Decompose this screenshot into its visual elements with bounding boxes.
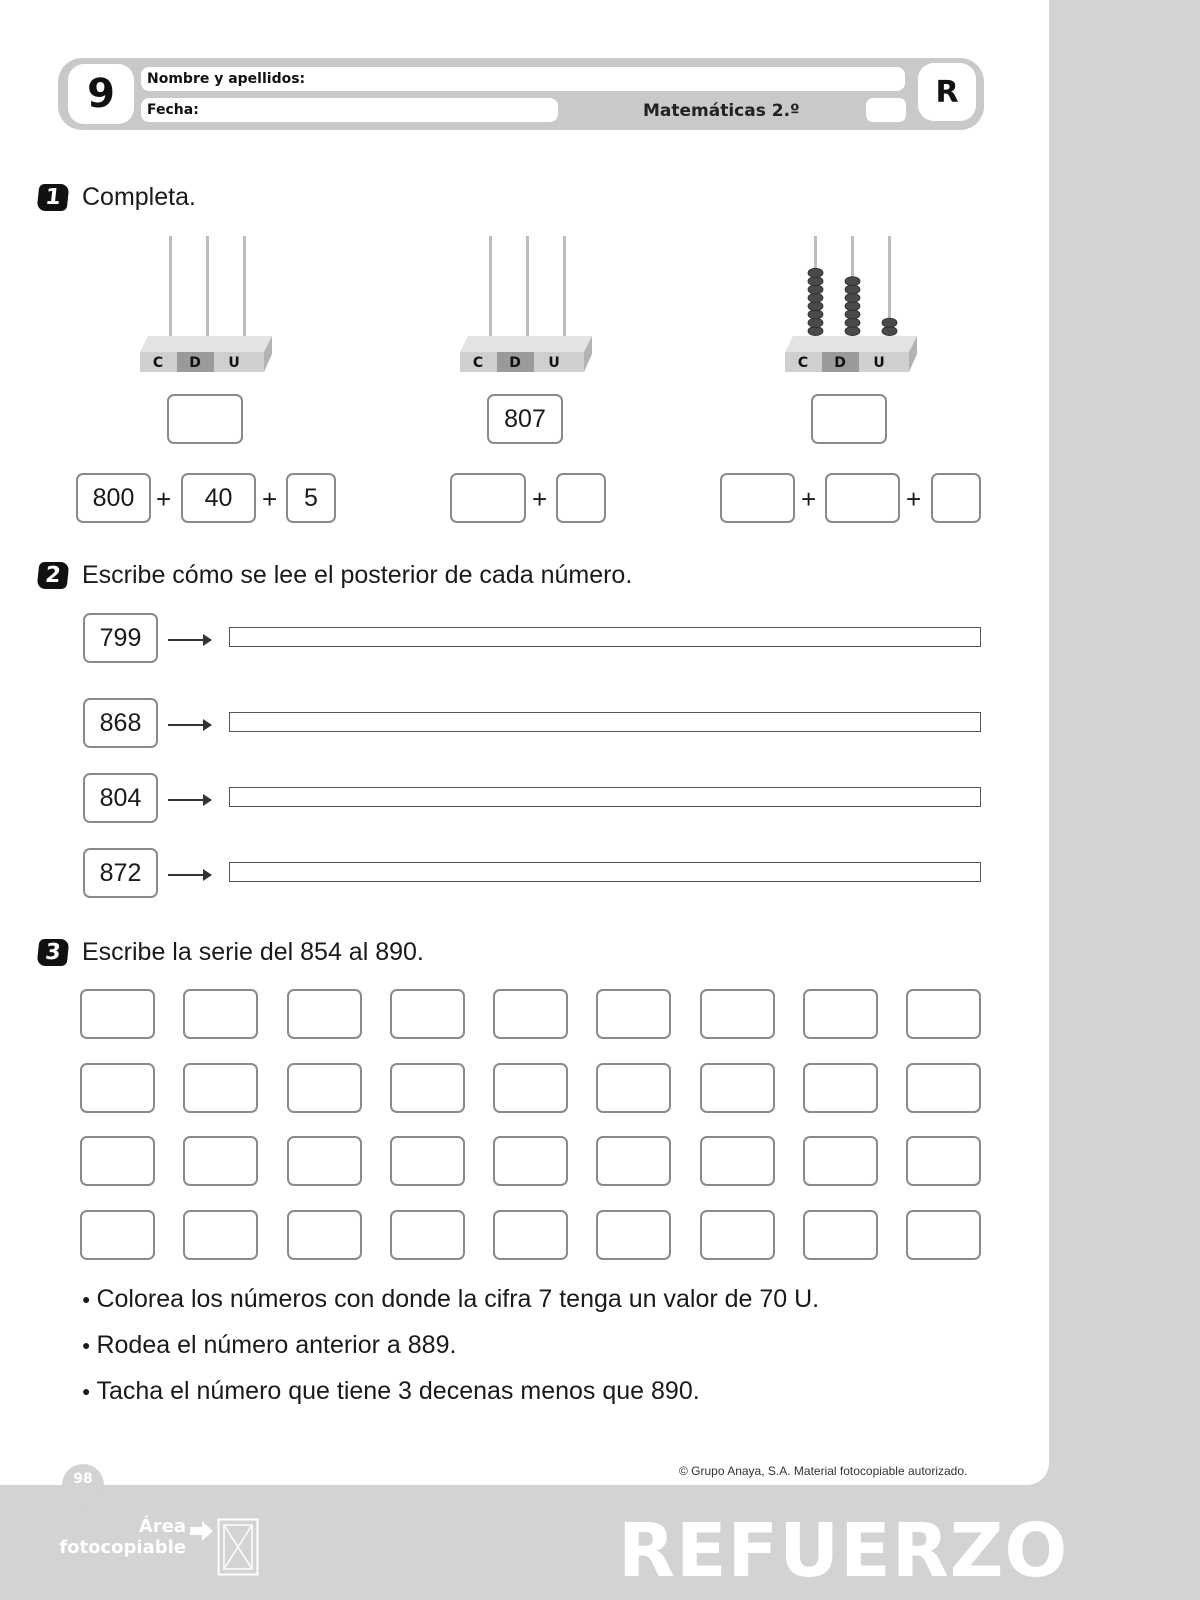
addend-box[interactable]	[825, 473, 900, 523]
series-cell[interactable]	[906, 1136, 981, 1186]
abacus-bead	[808, 268, 823, 277]
series-cell[interactable]	[493, 1210, 568, 1260]
series-cell[interactable]	[390, 1210, 465, 1260]
answer-line[interactable]	[229, 862, 981, 882]
plus-sign: +	[906, 484, 922, 514]
arrow-right-icon	[168, 639, 210, 641]
abacus-label-d: D	[834, 355, 846, 371]
arrow-right-icon	[190, 1520, 214, 1542]
name-label: Nombre y apellidos:	[147, 71, 306, 87]
abacus-2-number-box[interactable]: 807	[487, 394, 563, 444]
abacus-bead	[845, 293, 860, 302]
abacus-bead	[882, 318, 897, 327]
section-3-title: Escribe la serie del 854 al 890.	[82, 938, 424, 966]
series-cell[interactable]	[803, 1136, 878, 1186]
addend-box[interactable]: 5	[286, 473, 336, 523]
abacus-bead	[808, 285, 823, 294]
addend-box[interactable]: 40	[181, 473, 256, 523]
plus-sign: +	[262, 484, 278, 514]
answer-line[interactable]	[229, 787, 981, 807]
series-cell[interactable]	[287, 1063, 362, 1113]
abacus-bead	[808, 302, 823, 311]
date-field[interactable]	[141, 98, 558, 122]
addend-box[interactable]	[931, 473, 981, 523]
answer-line[interactable]	[229, 712, 981, 732]
abacus-label-d: D	[189, 355, 201, 371]
section-3-badge: 3	[37, 939, 70, 966]
instruction-bullet	[82, 1377, 700, 1406]
series-cell[interactable]	[596, 989, 671, 1039]
abacus-bead	[882, 326, 897, 335]
area-label-line1: Área	[138, 1516, 186, 1537]
arrow-right-icon	[168, 799, 210, 801]
unit-number: 9	[68, 64, 134, 124]
arrow-right-icon	[168, 874, 210, 876]
instruction-bullet	[82, 1331, 456, 1360]
series-cell[interactable]	[80, 1210, 155, 1260]
series-cell[interactable]	[183, 1210, 258, 1260]
series-cell[interactable]	[803, 1063, 878, 1113]
copyright-notice: © Grupo Anaya, S.A. Material fotocopiable autorizado.	[679, 1464, 968, 1478]
abacus-bead	[845, 285, 860, 294]
arrow-right-icon	[168, 724, 210, 726]
series-cell[interactable]	[390, 1136, 465, 1186]
series-cell[interactable]	[80, 1063, 155, 1113]
abacus-label-c: C	[472, 355, 484, 371]
series-grid	[80, 989, 982, 1260]
abacus-bead	[808, 310, 823, 319]
abacus-1	[140, 236, 272, 376]
abacus-rods	[169, 236, 246, 340]
answer-line[interactable]	[229, 627, 981, 647]
abacus-bead	[845, 302, 860, 311]
abacus-rods	[489, 236, 566, 340]
bullet-dot: ●	[82, 1337, 91, 1353]
section-2-badge: 2	[37, 562, 70, 589]
abacus-base-top	[785, 336, 917, 352]
refuerzo-banner: REFUERZO	[618, 1508, 1069, 1594]
photocopy-icon	[217, 1518, 259, 1576]
instruction-text: Tacha el número que tiene 3 decenas menos que 890.	[96, 1377, 700, 1405]
grade-field[interactable]	[866, 98, 906, 122]
given-number-box: 804	[83, 773, 158, 823]
series-cell[interactable]	[906, 989, 981, 1039]
series-cell[interactable]	[183, 1063, 258, 1113]
area-label-line2: fotocopiable	[59, 1537, 186, 1558]
level-badge: R	[918, 63, 976, 121]
series-cell[interactable]	[493, 989, 568, 1039]
plus-sign: +	[801, 484, 817, 514]
series-cell[interactable]	[803, 1210, 878, 1260]
series-cell[interactable]	[700, 989, 775, 1039]
plus-sign: +	[532, 484, 548, 514]
abacus-label-u: U	[548, 355, 560, 371]
abacus-label-c: C	[797, 355, 809, 371]
series-cell[interactable]	[596, 1063, 671, 1113]
series-cell[interactable]	[700, 1063, 775, 1113]
series-cell[interactable]	[287, 1210, 362, 1260]
series-cell[interactable]	[390, 1063, 465, 1113]
area-fotocopiable-label	[40, 1516, 186, 1558]
series-cell[interactable]	[906, 1063, 981, 1113]
name-field[interactable]	[141, 67, 905, 91]
instruction-text: Rodea el número anterior a 889.	[96, 1331, 457, 1359]
abacus-1-number-box[interactable]	[167, 394, 243, 444]
series-cell[interactable]	[390, 989, 465, 1039]
abacus-bead	[845, 277, 860, 286]
given-number-box: 868	[83, 698, 158, 748]
abacus-3	[785, 236, 917, 376]
addend-box[interactable]	[556, 473, 606, 523]
series-cell[interactable]	[700, 1136, 775, 1186]
bullet-dot: ●	[82, 1383, 91, 1399]
series-cell[interactable]	[183, 1136, 258, 1186]
given-number-box: 799	[83, 613, 158, 663]
series-cell[interactable]	[803, 989, 878, 1039]
abacus-3-number-box[interactable]	[811, 394, 887, 444]
abacus-beads	[808, 268, 897, 335]
series-cell[interactable]	[596, 1136, 671, 1186]
abacus-bead	[808, 293, 823, 302]
series-cell[interactable]	[80, 989, 155, 1039]
series-cell[interactable]	[493, 1136, 568, 1186]
abacus-label-u: U	[873, 355, 885, 371]
series-cell[interactable]	[906, 1210, 981, 1260]
date-label: Fecha:	[147, 102, 199, 118]
abacus-bead	[845, 318, 860, 327]
instruction-text: Colorea los números con donde la cifra 7 tenga un valor de 70 U.	[96, 1285, 820, 1313]
series-cell[interactable]	[287, 1136, 362, 1186]
series-cell[interactable]	[183, 989, 258, 1039]
page-number: 98	[62, 1464, 104, 1506]
series-cell[interactable]	[596, 1210, 671, 1260]
series-cell[interactable]	[493, 1063, 568, 1113]
given-number-box: 872	[83, 848, 158, 898]
abacus-bead	[808, 326, 823, 335]
abacus-bead	[845, 326, 860, 335]
series-cell[interactable]	[700, 1210, 775, 1260]
abacus-label-u: U	[228, 355, 240, 371]
series-cell[interactable]	[287, 989, 362, 1039]
section-1-title: Completa.	[82, 183, 196, 211]
abacus-2	[460, 236, 592, 376]
section-1-badge: 1	[37, 184, 70, 211]
abacus-label-c: C	[152, 355, 164, 371]
series-cell[interactable]	[80, 1136, 155, 1186]
plus-sign: +	[156, 484, 172, 514]
addend-box[interactable]	[450, 473, 526, 523]
abacus-bead	[808, 277, 823, 286]
addend-box[interactable]: 800	[76, 473, 151, 523]
abacus-bead	[808, 318, 823, 327]
abacus-base-top	[460, 336, 592, 352]
bullet-dot: ●	[82, 1291, 91, 1307]
section-2-title: Escribe cómo se lee el posterior de cada número.	[82, 561, 633, 589]
abacus-base-top	[140, 336, 272, 352]
abacus-bead	[845, 310, 860, 319]
abacus-label-d: D	[509, 355, 521, 371]
subject-label: Matemáticas 2.º	[643, 101, 800, 121]
instruction-bullet	[82, 1285, 819, 1314]
addend-box[interactable]	[720, 473, 795, 523]
